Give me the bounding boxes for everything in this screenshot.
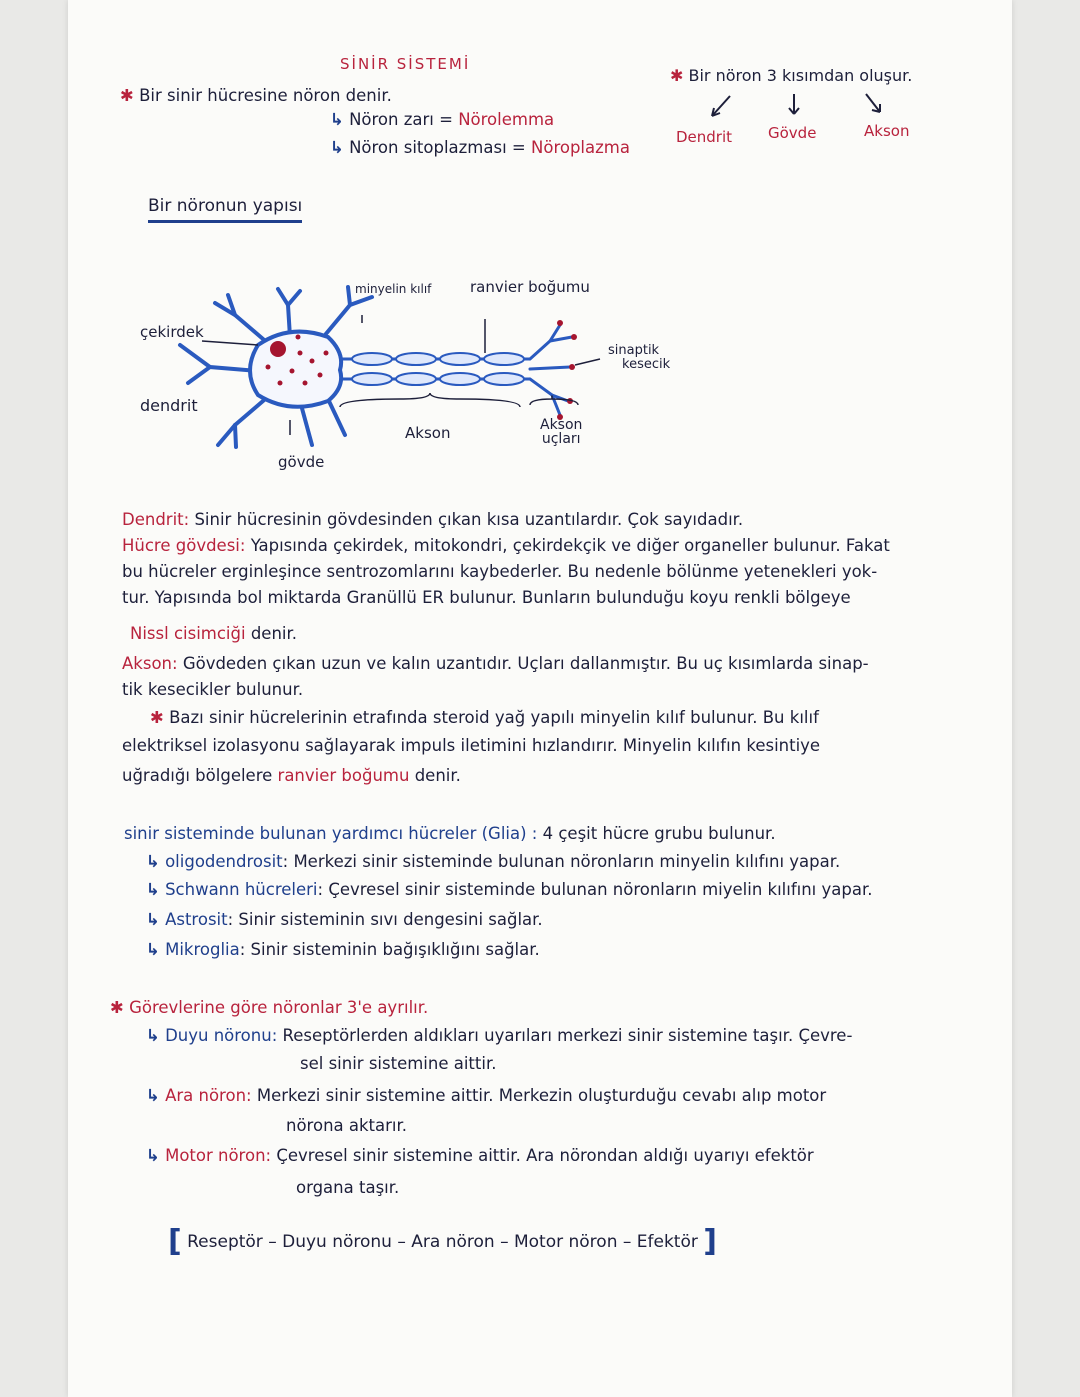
glia-item-name: oligodendrosit (165, 852, 283, 871)
bracket-open: [ (168, 1224, 182, 1259)
def-myelin-text-4: denir. (414, 766, 461, 785)
def-govde-1 (122, 536, 890, 556)
structure-title: Bir nöronun yapısı (148, 196, 302, 223)
def-akson-1 (122, 654, 869, 674)
label-axon-tips-2: uçları (541, 431, 581, 447)
type-ara (146, 1086, 826, 1106)
glia-item-text: : Çevresel sinir sisteminde bulunan nöronların miyelin kılıfını yapar. (317, 880, 873, 899)
def-akson-2: tik kesecikler bulunur. (122, 680, 304, 699)
parts-arrows (690, 90, 900, 120)
label-axon-tips-1: Akson (540, 417, 583, 433)
glia-item (146, 910, 543, 930)
intro-sub-1 (330, 110, 554, 130)
def-myelin-1 (150, 708, 819, 728)
type-motor (146, 1146, 814, 1166)
label-axon: Akson (405, 424, 451, 442)
intro-text-a: Bir sinir (139, 86, 203, 105)
glia-item-name: Schwann hücreleri (165, 880, 318, 899)
star-icon: ✱ (110, 998, 124, 1017)
part-dendrit: Dendrit (676, 128, 733, 146)
label-vesicle-1: sinaptik (608, 343, 660, 358)
glia-item (146, 852, 840, 872)
glia-item (146, 880, 872, 900)
type-ara-name: Ara nöron: (165, 1086, 252, 1105)
label-dendrite: dendrit (140, 396, 198, 415)
label-vesicle (608, 344, 670, 372)
type-motor-2: organa taşır. (296, 1178, 400, 1197)
intro-sub-2 (330, 138, 630, 158)
def-dendrit-label: Dendrit: (122, 510, 190, 529)
types-heading-text: Görevlerine göre nöronlar 3'e ayrılır. (129, 998, 429, 1017)
def-govde-label: Hücre gövdesi: (122, 536, 246, 555)
page-title: SİNİR SİSTEMİ (340, 55, 471, 73)
type-ara-2: nörona aktarır. (286, 1116, 408, 1135)
label-myelin: minyelin kılıf (355, 282, 432, 296)
label-vesicle-2: kesecik (622, 357, 671, 372)
arrow-icon: ↳ (330, 138, 344, 157)
type-ara-text-1: Merkezi sinir sistemine aittir. Merkezin oluşturduğu cevabı alıp motor (256, 1086, 827, 1105)
glia-item-text: : Sinir sisteminin bağışıklığını sağlar. (239, 940, 540, 959)
type-duyu-name: Duyu nöronu: (165, 1026, 278, 1045)
label-body: gövde (278, 453, 325, 471)
label-nucleus: çekirdek (140, 323, 204, 341)
glia-item-name: Mikroglia (165, 940, 240, 959)
glia-item-text: : Merkezi sinir sisteminde bulunan nöronların minyelin kılıfını yapar. (282, 852, 841, 871)
nissl-term: Nissl cisimciği (130, 624, 246, 643)
intro-sub-1-term: Nörolemma (458, 110, 555, 129)
def-myelin-2: elektriksel izolasyonu sağlayarak impuls iletimini hızlandırır. Minyelin kılıfın kesintiye (122, 736, 821, 755)
pathway-text: Reseptör – Duyu nöronu – Ara nöron – Motor nöron – Efektör (187, 1232, 698, 1252)
glia-heading (124, 824, 776, 844)
def-dendrit (122, 510, 743, 530)
type-duyu (146, 1026, 852, 1046)
star-icon: ✱ (120, 86, 134, 105)
def-akson-label: Akson: (122, 654, 178, 673)
def-myelin-3 (122, 766, 461, 786)
arrow-icon: ↳ (330, 110, 344, 129)
def-govde-4 (130, 624, 297, 644)
def-govde-2: bu hücreler erginleşince sentrozomlarını kaybederler. Bu nedenle bölünme yetenekleri yok- (122, 562, 878, 581)
star-icon: ✱ (670, 66, 684, 85)
intro-sub-1-text: Nöron zarı = (349, 110, 453, 129)
label-axon-tips (540, 418, 582, 446)
glia-heading-tail: 4 çeşit hücre grubu bulunur. (542, 824, 776, 843)
intro-sub-2-term: Nöroplazma (531, 138, 630, 157)
pathway (168, 1224, 717, 1259)
nucleus (270, 341, 286, 357)
def-govde-text-4: denir. (250, 624, 298, 643)
def-dendrit-text: Sinir hücresinin gövdesinden çıkan kısa uzantılardır. Çok sayıdadır. (194, 510, 744, 529)
parts-heading (670, 66, 912, 85)
type-duyu-2: sel sinir sistemine aittir. (300, 1054, 497, 1073)
part-akson: Akson (864, 122, 910, 140)
arrow-icon: ↳ (146, 1086, 160, 1105)
def-govde-text-1: Yapısında çekirdek, mitokondri, çekirdekçik ve diğer organeller bulunur. Fakat (250, 536, 890, 555)
arrow-icon: ↳ (146, 852, 160, 871)
label-ranvier: ranvier boğumu (470, 278, 590, 296)
def-govde-3: tur. Yapısında bol miktarda Granüllü ER bulunur. Bunların bulunduğu koyu renkli bölgeye (122, 588, 851, 607)
arrow-icon: ↳ (146, 940, 160, 959)
types-heading (110, 998, 428, 1018)
intro-line (120, 86, 392, 106)
glia-heading-text: sinir sisteminde bulunan yardımcı hücreler (Glia) : (124, 824, 538, 843)
parts-heading-text: Bir nöron 3 kısımdan oluşur. (688, 66, 913, 85)
intro-text-b: hücresine nöron denir. (207, 86, 392, 105)
def-myelin-text-1: Bazı sinir hücrelerinin etrafında steroid yağ yapılı minyelin kılıf bulunur. Bu kılıf (169, 708, 819, 727)
intro-sub-2-text: Nöron sitoplazması = (349, 138, 526, 157)
glia-item (146, 940, 540, 960)
glia-item-text: : Sinir sisteminin sıvı dengesini sağlar. (227, 910, 543, 929)
def-akson-text-1: Gövdeden çıkan uzun ve kalın uzantıdır. Uçları dallanmıştır. Bu uç kısımlarda sinap- (182, 654, 869, 673)
bracket-close: ] (703, 1224, 717, 1259)
ranvier-term: ranvier boğumu (277, 766, 410, 785)
star-icon: ✱ (150, 708, 164, 727)
type-duyu-text-1: Reseptörlerden aldıkları uyarıları merkezi sinir sistemine taşır. Çevre- (282, 1026, 853, 1045)
def-myelin-text-3: uğradığı bölgelere (122, 766, 273, 785)
type-motor-name: Motor nöron: (165, 1146, 272, 1165)
type-motor-text-1: Çevresel sinir sistemine aittir. Ara nörondan aldığı uyarıyı efektör (276, 1146, 814, 1165)
arrow-icon: ↳ (146, 1146, 160, 1165)
arrow-icon: ↳ (146, 1026, 160, 1045)
arrow-icon: ↳ (146, 910, 160, 929)
part-govde: Gövde (768, 124, 817, 142)
glia-item-name: Astrosit (165, 910, 228, 929)
arrow-icon: ↳ (146, 880, 160, 899)
